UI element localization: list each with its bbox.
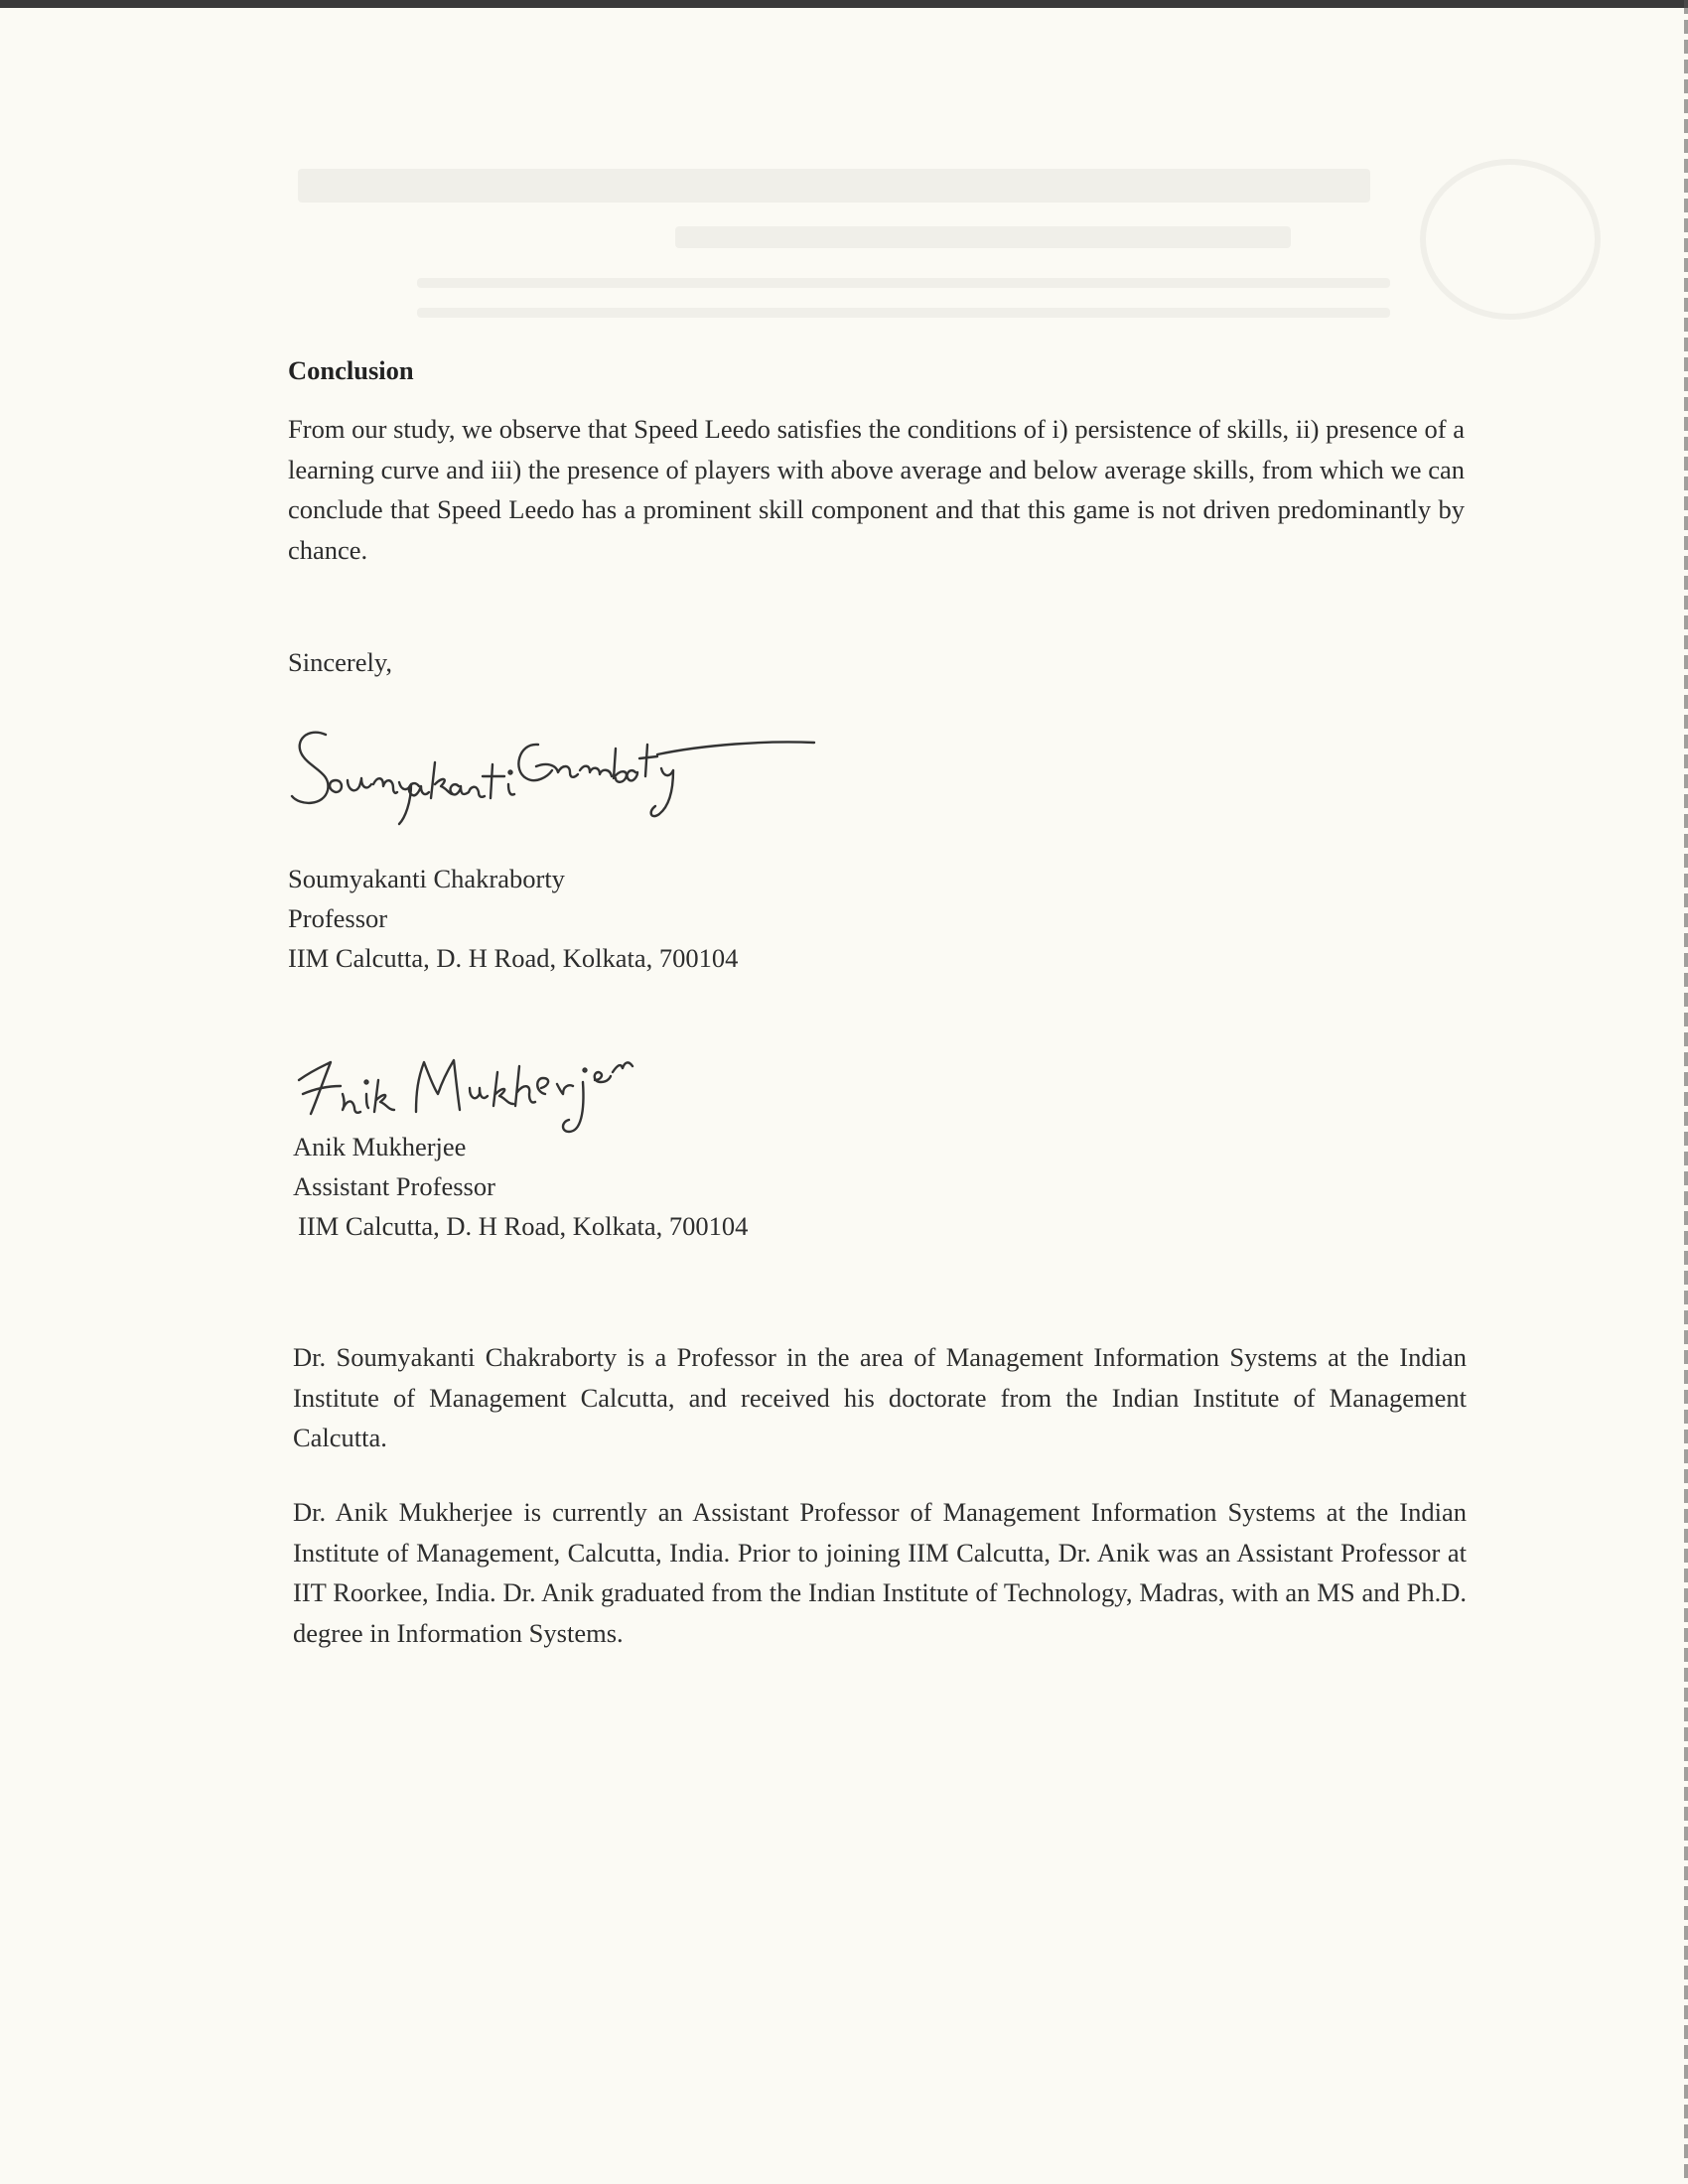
scan-edge-right: [1684, 0, 1688, 2184]
signature-anik-mukherjee: [293, 1032, 670, 1142]
scan-edge-top: [0, 0, 1688, 8]
bio-soumyakanti-chakraborty: Dr. Soumyakanti Chakraborty is a Professor in the area of Management Information Systems at the Indian Institute of Management Calcutta, and received his doctorate from the Indian Institute of Management Calcutta.: [293, 1342, 1467, 1452]
signatory-1-title: Professor: [288, 903, 388, 933]
signatory-1-address: IIM Calcutta, D. H Road, Kolkata, 700104: [288, 943, 739, 973]
signature-soumyakanti-chakraborty: [288, 715, 824, 844]
signatory-1-name: Soumyakanti Chakraborty: [288, 864, 565, 893]
bleed-through-letterhead: [298, 149, 1609, 338]
closing-salutation: Sincerely,: [288, 647, 392, 677]
signatory-2-address: IIM Calcutta, D. H Road, Kolkata, 700104: [298, 1211, 749, 1241]
signatory-2-title: Assistant Professor: [293, 1171, 495, 1201]
bio-anik-mukherjee: Dr. Anik Mukherjee is currently an Assistant Professor of Management Information Systems at the Indian Institute of Management, Calcutta, India. Prior to joining IIM Calcutta, Dr. Anik was an Assistant Professor at IIT Roorkee, India. Dr. Anik graduated from the Indian Institute of Technology, Madras, with an MS and Ph.D. degree in Information Systems.: [293, 1497, 1467, 1648]
signatory-2-name: Anik Mukherjee: [293, 1132, 467, 1161]
conclusion-heading: Conclusion: [288, 355, 414, 385]
conclusion-paragraph: From our study, we observe that Speed Leedo satisfies the conditions of i) persistence of skills, ii) presence of a learning curve and iii) the presence of players with above average and below average skills, from which we can conclude that Speed Leedo has a prominent skill component and that this game is not driven predominantly by chance.: [288, 414, 1465, 565]
